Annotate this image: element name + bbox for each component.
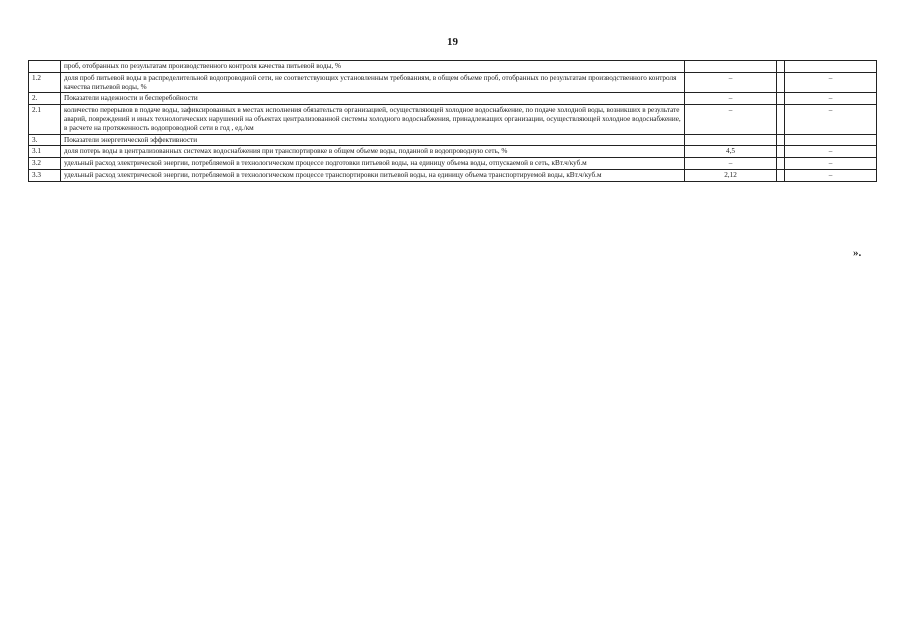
row-value-1: – (685, 158, 777, 170)
row-value-1: – (685, 72, 777, 93)
row-number: 3.1 (29, 146, 61, 158)
table-row (29, 146, 877, 158)
row-description: доля проб питьевой воды в распределительной водопроводной сети, не соответствующих установленным требованиям, в общем объеме проб, отобранных по результатам производственного контроля качества питьевой воды, % (61, 72, 685, 93)
row-value-1: 4,5 (685, 146, 777, 158)
indicators-table (28, 60, 877, 182)
row-description: удельный расход электрической энергии, потребляемой в технологическом процессе подготовки питьевой воды, на единицу объема воды, отпускаемой в сеть, кВт.ч/куб.м (61, 158, 685, 170)
row-value-1: – (685, 93, 777, 105)
row-value-2 (785, 134, 877, 146)
table-row (29, 134, 877, 146)
page-number: 19 (447, 36, 458, 48)
row-description: проб, отобранных по результатам производственного контроля качества питьевой воды, % (61, 61, 685, 73)
row-value-1: 2,12 (685, 169, 777, 181)
spacer-cell (777, 93, 785, 105)
row-description: Показатели надежности и бесперебойности (61, 93, 685, 105)
row-value-2 (785, 61, 877, 73)
row-description: Показатели энергетической эффективности (61, 134, 685, 146)
row-description: доля потерь воды в централизованных системах водоснабжения при транспортировке в общем объеме воды, поданной в водопроводную сеть, % (61, 146, 685, 158)
row-description: количество перерывов в подаче воды, зафиксированных в местах исполнения обязательств организацией, осуществляющей холодное водоснабжение, по подаче холодной воды, возникших в результате аварий, повреждений и иных технологических нарушений на объектах централизованной системы холодного водоснабжения, принадлежащих организации, осуществляющей холодное водоснабжение, в расчете на протяженность водопроводной сети в год , ед./км (61, 105, 685, 134)
spacer-cell (777, 146, 785, 158)
spacer-cell (777, 105, 785, 134)
table-row (29, 169, 877, 181)
row-value-2: – (785, 146, 877, 158)
row-description: удельный расход электрической энергии, потребляемой в технологическом процессе транспортировки питьевой воды, на единицу объема транспортируемой воды, кВт.ч/куб.м (61, 169, 685, 181)
row-value-2: – (785, 105, 877, 134)
spacer-cell (777, 134, 785, 146)
table-row (29, 93, 877, 105)
row-number: 2. (29, 93, 61, 105)
table-row (29, 72, 877, 93)
row-number: 2.1 (29, 105, 61, 134)
row-value-1 (685, 61, 777, 73)
row-value-1 (685, 134, 777, 146)
row-number: 3.3 (29, 169, 61, 181)
spacer-cell (777, 61, 785, 73)
row-value-2: – (785, 93, 877, 105)
table-row (29, 158, 877, 170)
row-number (29, 61, 61, 73)
row-number: 3. (29, 134, 61, 146)
row-value-2: – (785, 169, 877, 181)
table-row (29, 61, 877, 73)
spacer-cell (777, 158, 785, 170)
row-value-2: – (785, 158, 877, 170)
spacer-cell (777, 169, 785, 181)
row-value-2: – (785, 72, 877, 93)
spacer-cell (777, 72, 785, 93)
row-number: 1.2 (29, 72, 61, 93)
closing-quote-mark: ». (853, 247, 862, 259)
row-value-1: – (685, 105, 777, 134)
table-row (29, 105, 877, 134)
row-number: 3.2 (29, 158, 61, 170)
